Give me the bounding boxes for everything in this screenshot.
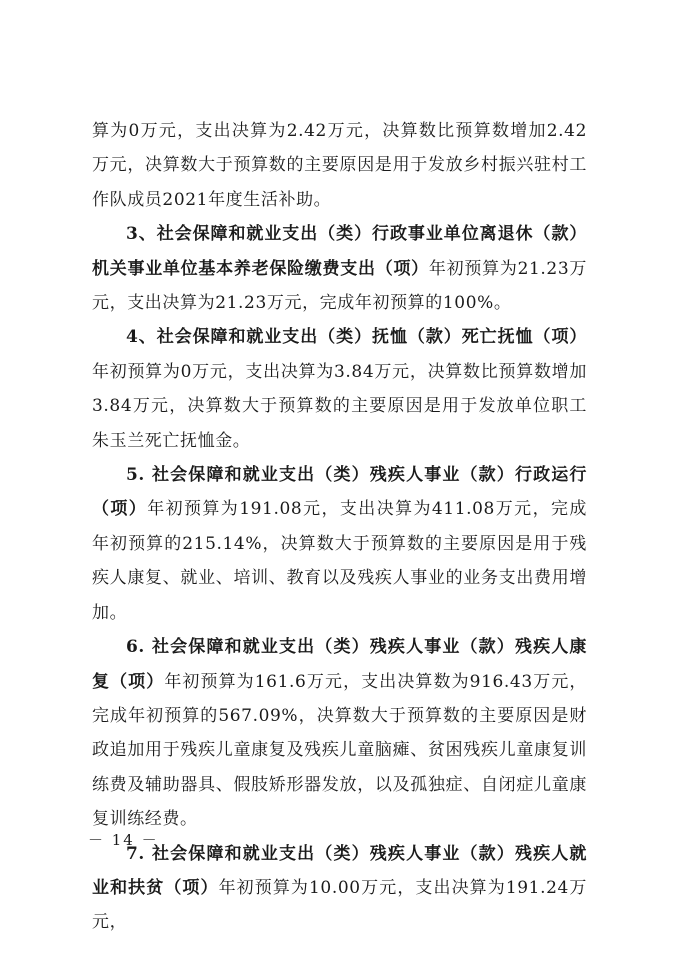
- paragraph-text: 年初预算为191.08元，支出决算为411.08万元，完成年初预算的215.14%，决算数大于预算数的主要原因是用于残疾人康复、就业、培训、教育以及残疾人事业的业务支出费用增加。: [92, 499, 587, 623]
- paragraph-text: 年初预算为0万元，支出决算为3.84万元，决算数比预算数增加3.84万元，决算数大于预算数的主要原因是用于发放单位职工朱玉兰死亡抚恤金。: [92, 361, 587, 451]
- paragraph-item-6: [92, 630, 587, 836]
- paragraph-heading: 6. 社会保障和就业支出（类）残疾人事业（款）残疾人康复（项）: [92, 637, 587, 692]
- paragraph-heading: 5. 社会保障和就业支出（类）残疾人事业（款）行政运行（项）: [92, 465, 587, 520]
- paragraph-text: 年初预算为161.6万元，支出决算数为916.43万元，完成年初预算的567.09%，决算数大于预算数的主要原因是财政追加用于残疾儿童康复及残疾儿童脑瘫、贫困残疾儿童康复训练费及辅助器具、假肢矫形器发放，以及孤独症、自闭症儿童康复训练经费。: [92, 671, 587, 830]
- paragraph-heading: 7. 社会保障和就业支出（类）残疾人事业（款）残疾人就业和扶贫（项）: [92, 843, 587, 898]
- paragraph-text: 算为0万元，支出决算为2.42万元，决算数比预算数增加2.42万元，决算数大于预算数的主要原因是用于发放乡村振兴驻村工作队成员2021年度生活补助。: [92, 121, 587, 210]
- paragraph-heading: 4、社会保障和就业支出（类）抚恤（款）死亡抚恤（项）: [126, 327, 587, 348]
- document-body: [92, 114, 587, 940]
- paragraph-heading: 3、社会保障和就业支出（类）行政事业单位离退休（款）机关事业单位基本养老保险缴费支出（项）: [92, 224, 587, 279]
- paragraph-item-3: [92, 217, 587, 320]
- paragraph-item-4: [92, 320, 587, 458]
- page-number: － 14 －: [88, 831, 159, 849]
- paragraph-text: 年初预算为10.00万元，支出决算为191.24万元，: [92, 877, 587, 933]
- paragraph-item-5: [92, 458, 587, 630]
- paragraph-text: 年初预算为21.23万元，支出决算为21.23万元，完成年初预算的100%。: [92, 258, 587, 314]
- paragraph-continuation: [92, 114, 587, 217]
- paragraph-item-7: [92, 837, 587, 940]
